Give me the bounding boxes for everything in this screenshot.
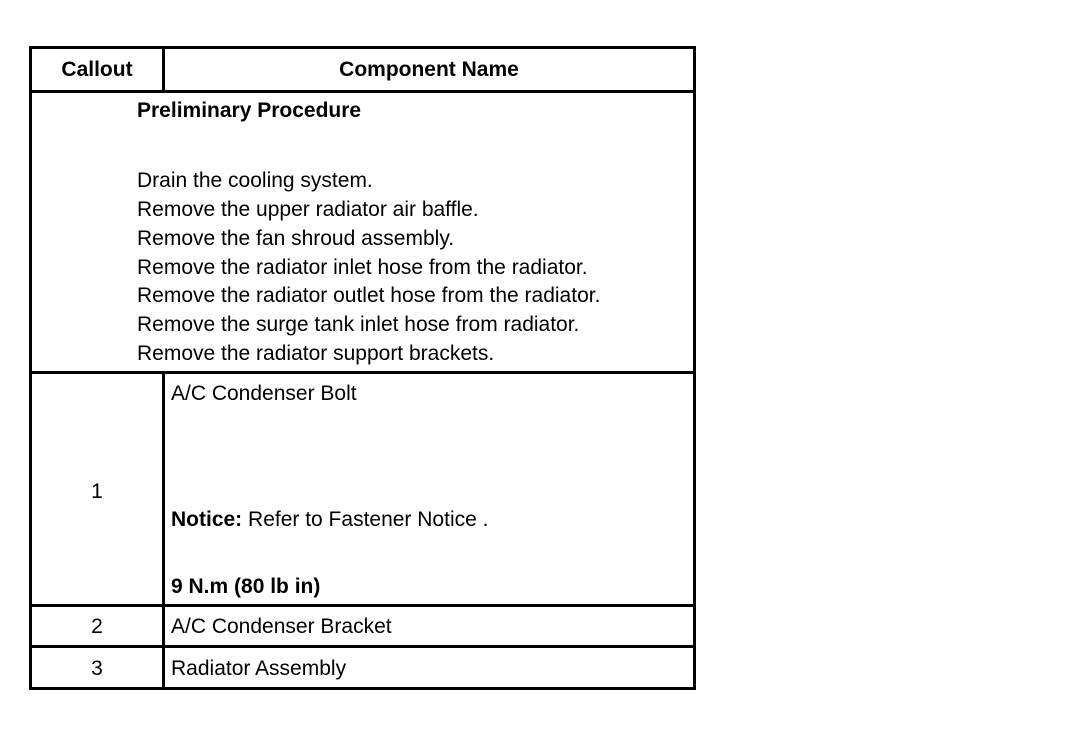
component-table xyxy=(29,46,696,690)
header-divider xyxy=(32,90,693,93)
preliminary-step: Remove the fan shroud assembly. xyxy=(137,227,455,250)
preliminary-step: Drain the cooling system. xyxy=(137,169,373,192)
preliminary-divider xyxy=(32,371,693,374)
preliminary-title: Preliminary Procedure xyxy=(137,99,362,122)
row-1-callout: 1 xyxy=(91,480,103,503)
row-2-component-name: A/C Condenser Bracket xyxy=(171,615,392,638)
header-component-name: Component Name xyxy=(339,58,519,81)
preliminary-step: Remove the surge tank inlet hose from radiator. xyxy=(137,313,580,336)
row-1-component-name: A/C Condenser Bolt xyxy=(171,382,357,405)
preliminary-step: Remove the radiator inlet hose from the radiator. xyxy=(137,256,588,279)
preliminary-step: Remove the radiator outlet hose from the radiator. xyxy=(137,284,601,307)
row-3-callout: 3 xyxy=(91,657,103,680)
header-callout: Callout xyxy=(61,58,133,81)
preliminary-step: Remove the upper radiator air baffle. xyxy=(137,198,479,221)
preliminary-step: Remove the radiator support brackets. xyxy=(137,342,495,365)
row-2-callout: 2 xyxy=(91,615,103,638)
row-1-torque: 9 N.m (80 lb in) xyxy=(171,575,321,598)
row-3-component-name: Radiator Assembly xyxy=(171,657,347,680)
body-column-divider xyxy=(162,374,165,687)
row-1-divider xyxy=(32,604,693,607)
row-2-divider xyxy=(32,645,693,648)
notice-text: Refer to Fastener Notice . xyxy=(242,508,489,531)
row-1-notice xyxy=(171,505,488,534)
notice-label: Notice: xyxy=(171,508,243,531)
